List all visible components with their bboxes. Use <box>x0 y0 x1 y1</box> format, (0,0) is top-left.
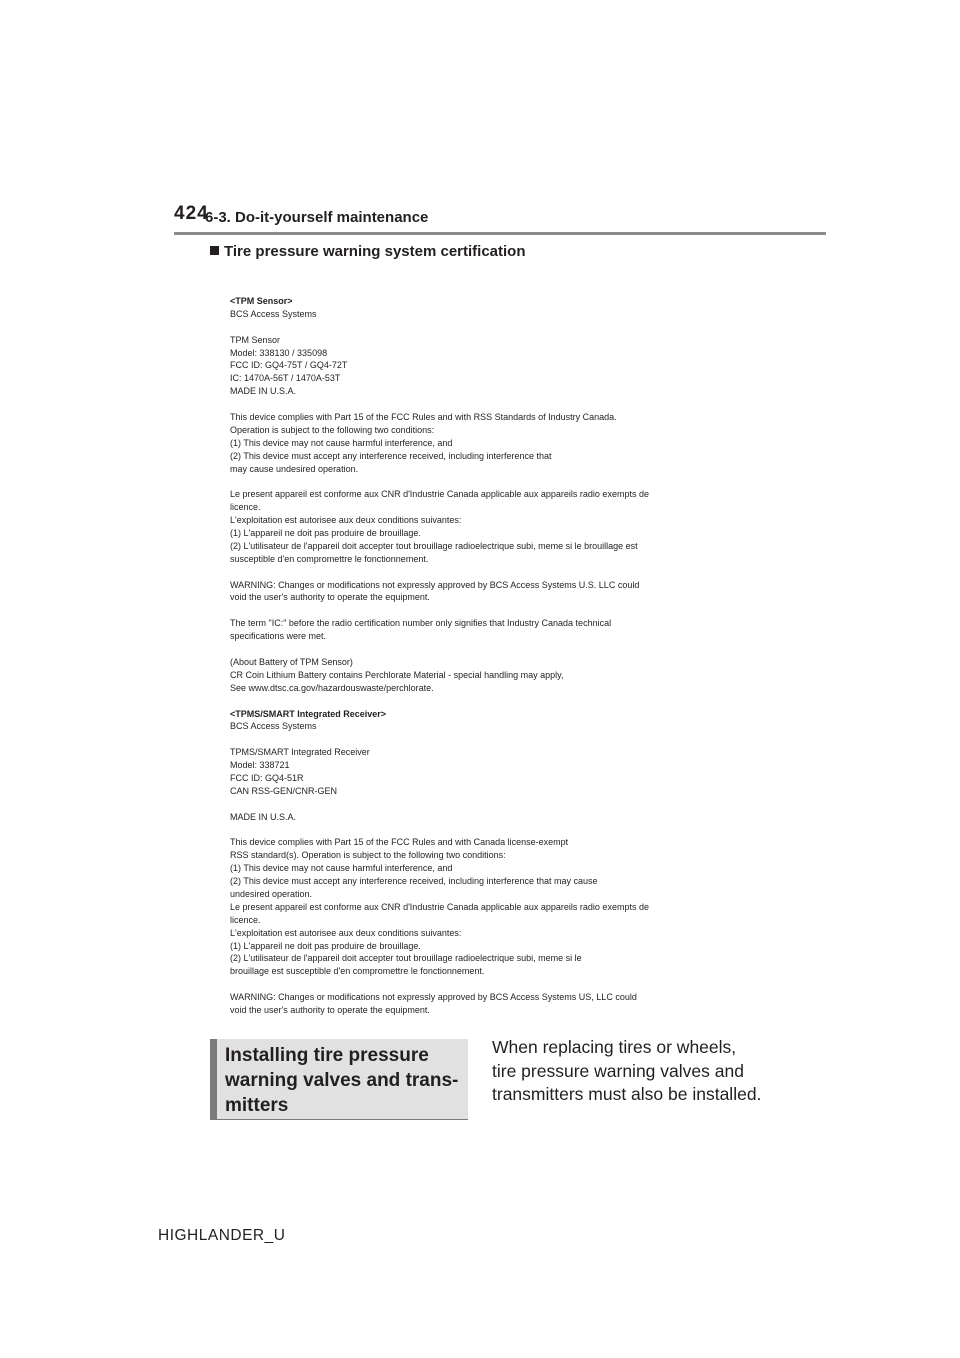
certification-line: WARNING: Changes or modifications not expressly approved by BCS Access Systems US, LLC could <box>230 992 637 1003</box>
certification-line: (1) L'appareil ne doit pas produire de brouillage. <box>230 940 421 951</box>
certification-line: MADE IN U.S.A. <box>230 386 297 397</box>
certification-line: (1) This device may not cause harmful interference, and <box>230 863 453 874</box>
certification-line: MADE IN U.S.A. <box>230 811 297 822</box>
certification-line: (1) This device may not cause harmful interference, and <box>230 437 453 448</box>
subheading-text: Tire pressure warning system certification <box>224 243 526 260</box>
certification-line: FCC ID: GQ4-51R <box>230 772 304 783</box>
certification-line: TPMS/SMART Integrated Receiver <box>230 747 370 758</box>
certification-line: licence. <box>230 502 261 513</box>
certification-line: (2) This device must accept any interference received, including interference that <box>230 450 552 461</box>
certification-line: (About Battery of TPM Sensor) <box>230 656 353 667</box>
certification-line: L'exploitation est autorisee aux deux conditions suivantes: <box>230 927 462 938</box>
certification-line: The term "IC:" before the radio certification number only signifies that Industry Canada technical <box>230 618 612 629</box>
certification-line: <TPMS/SMART Integrated Receiver> <box>230 708 387 719</box>
certification-line: IC: 1470A-56T / 1470A-53T <box>230 373 341 384</box>
certification-line: Le present appareil est conforme aux CNR d'Industrie Canada applicable aux appareils radio exempts de <box>230 901 649 912</box>
blank-line <box>230 824 730 837</box>
certification-line: specifications were met. <box>230 631 327 642</box>
certification-line: Le present appareil est conforme aux CNR d'Industrie Canada applicable aux appareils radio exempts de <box>230 489 649 500</box>
certification-line: (1) L'appareil ne doit pas produire de brouillage. <box>230 528 421 539</box>
certification-line: FCC ID: GQ4-75T / GQ4-72T <box>230 360 348 371</box>
certification-line: CR Coin Lithium Battery contains Perchlorate Material - special handling may apply, <box>230 669 564 680</box>
certification-line: See www.dtsc.ca.gov/hazardouswaste/perchlorate. <box>230 682 434 693</box>
certification-line: BCS Access Systems <box>230 721 317 732</box>
certification-line: brouillage est susceptible d'en compromettre le fonctionnement. <box>230 966 485 977</box>
certification-line: RSS standard(s). Operation is subject to the following two conditions: <box>230 850 506 861</box>
certification-line: Model: 338721 <box>230 760 290 771</box>
certification-line: This device complies with Part 15 of the FCC Rules and with RSS Standards of Industry Canada. <box>230 412 617 423</box>
blank-line <box>230 604 730 617</box>
certification-text-block <box>230 295 730 1017</box>
certification-line: void the user's authority to operate the equipment. <box>230 1004 430 1015</box>
section-title: 6-3. Do-it-yourself maintenance <box>205 209 429 226</box>
header-divider <box>174 232 826 235</box>
blank-line <box>230 566 730 579</box>
certification-line: CAN RSS-GEN/CNR-GEN <box>230 785 338 796</box>
certification-line: licence. <box>230 914 261 925</box>
blank-line <box>230 475 730 488</box>
certification-line: susceptible d'en compromettre le fonctionnement. <box>230 553 429 564</box>
install-section-heading-box <box>210 1039 468 1120</box>
blank-line <box>230 643 730 656</box>
square-bullet-icon <box>210 246 219 255</box>
certification-line: (2) This device must accept any interference received, including interference that may cause <box>230 876 598 887</box>
certification-line: undesired operation. <box>230 888 313 899</box>
blank-line <box>230 695 730 708</box>
certification-line: void the user's authority to operate the equipment. <box>230 592 430 603</box>
certification-line: (2) L'utilisateur de l'appareil doit accepter tout brouillage radioelectrique subi, meme si le brouillage est <box>230 540 638 551</box>
certification-line: TPM Sensor <box>230 334 281 345</box>
blank-line <box>230 321 730 334</box>
page-number: 424 <box>174 203 209 224</box>
certification-line: Model: 338130 / 335098 <box>230 347 328 358</box>
certification-line: <TPM Sensor> <box>230 296 293 306</box>
certification-line: Operation is subject to the following two conditions: <box>230 424 435 435</box>
certification-line: WARNING: Changes or modifications not expressly approved by BCS Access Systems U.S. LLC could <box>230 579 640 590</box>
certification-line: L'exploitation est autorisee aux deux conditions suivantes: <box>230 515 462 526</box>
install-section-body: When replacing tires or wheels, tire pressure warning valves and transmitters must also be installed. <box>492 1037 762 1104</box>
blank-line <box>230 798 730 811</box>
certification-line: This device complies with Part 15 of the FCC Rules and with Canada license-exempt <box>230 837 569 848</box>
subheading <box>210 243 526 260</box>
certification-line: (2) L'utilisateur de l'appareil doit accepter tout brouillage radioelectrique subi, meme si le <box>230 953 582 964</box>
footer-model-label: HIGHLANDER_U <box>158 1227 286 1244</box>
blank-line <box>230 978 730 991</box>
certification-line: BCS Access Systems <box>230 308 317 319</box>
blank-line <box>230 733 730 746</box>
certification-line: may cause undesired operation. <box>230 463 359 474</box>
install-section-title: Installing tire pressure warning valves and trans-mitters <box>225 1045 459 1116</box>
blank-line <box>230 398 730 411</box>
